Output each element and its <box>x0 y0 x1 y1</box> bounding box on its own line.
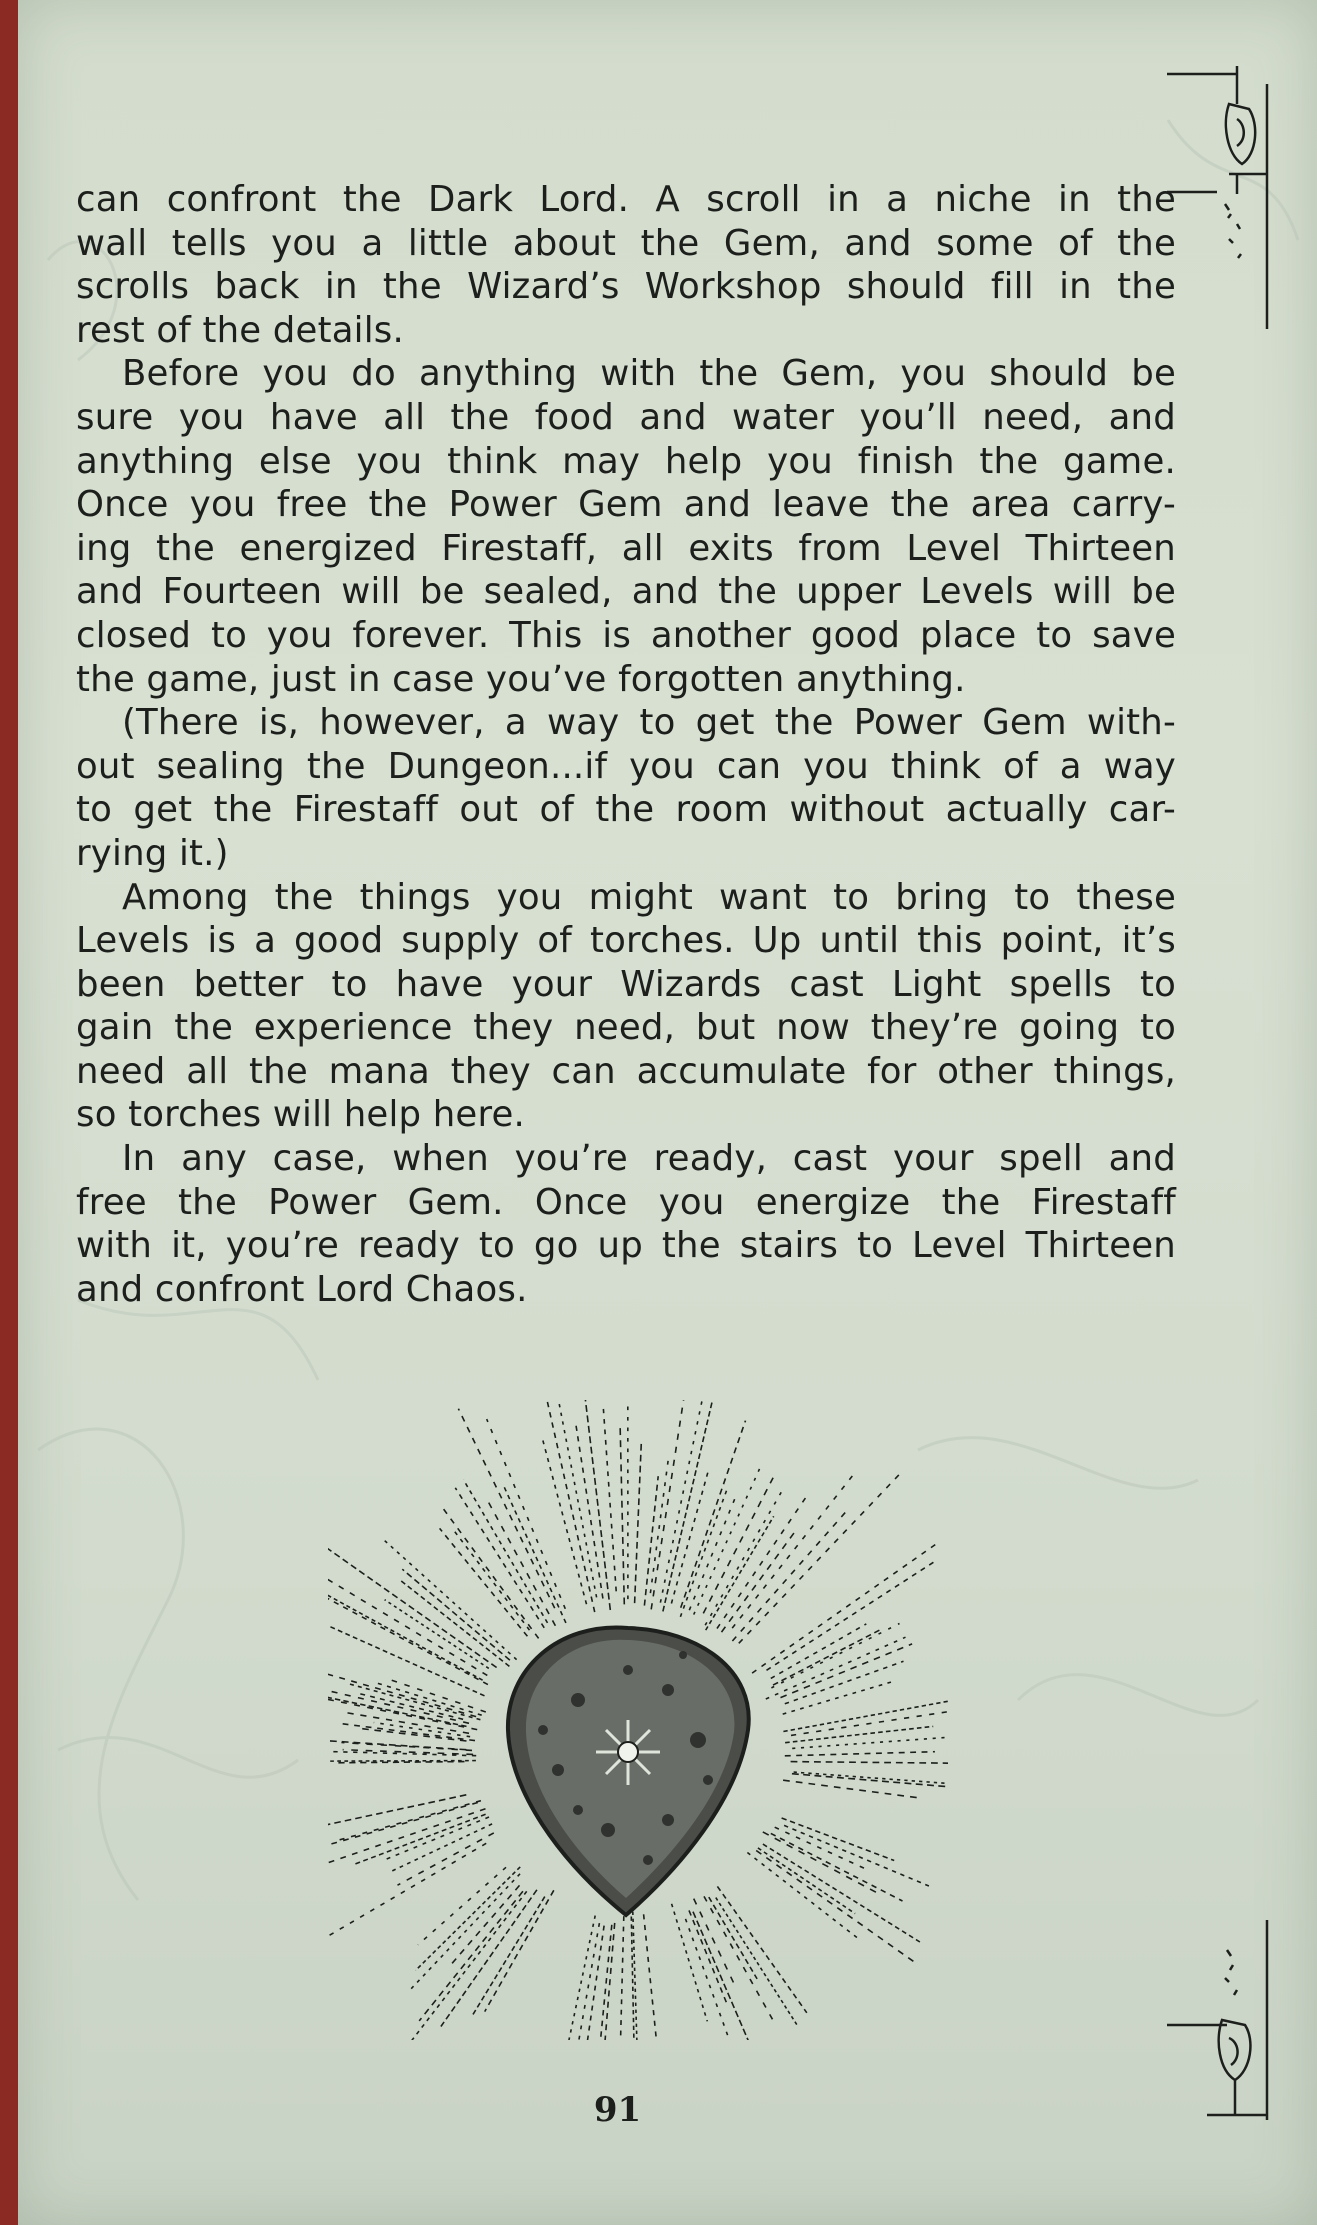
gem-ray <box>663 1400 719 1611</box>
gem-ray <box>416 1867 521 1971</box>
gem-ray <box>328 1738 466 1750</box>
gem-ray <box>782 1818 895 1861</box>
gem-ray <box>704 1896 774 2022</box>
gem-ray <box>343 1750 473 1755</box>
paragraph-3 <box>76 701 1176 875</box>
gem-ray <box>785 1726 933 1742</box>
gem-ray <box>732 1473 854 1628</box>
gem-ray <box>328 1547 497 1667</box>
text-line: can confront the Dark Lord. A scroll in a niche in the <box>76 179 1176 220</box>
gem-ray <box>752 1543 938 1673</box>
gem-ray <box>693 1912 756 2040</box>
page-number: 91 <box>593 2090 642 2130</box>
gem-ray <box>485 1890 554 2011</box>
gem-ray <box>775 1827 869 1870</box>
gem-ray <box>703 1478 773 1614</box>
gem-ray <box>602 1923 615 2040</box>
gem-ray <box>328 1583 488 1684</box>
gem-ray <box>620 1425 624 1604</box>
gem-ray <box>763 1844 920 1942</box>
gem-ray <box>635 1440 642 1603</box>
text-line: Once you free the Power Gem and leave the area carry- <box>76 484 1176 526</box>
gem-ray <box>771 1624 899 1688</box>
gem-ray <box>739 1470 903 1643</box>
gem-ray <box>771 1624 867 1679</box>
gem-ray <box>644 1914 662 2040</box>
text-line: free the Power Gem. Once you energize the Firestaff <box>76 1181 1176 1223</box>
text-line: In any case, when you’re ready, cast your spell and <box>122 1138 1176 1180</box>
power-gem-icon <box>328 1400 948 2040</box>
gem-ray <box>418 1867 506 1945</box>
text-line: gain the experience they need, but now they’re going to <box>76 1007 1176 1049</box>
text-line: wall tells you a little about the Gem, and some of the <box>76 222 1176 264</box>
gem-ray <box>767 1560 937 1670</box>
gem-ray <box>419 1891 523 2021</box>
text-line: (There is, however, a way to get the Power Gem with- <box>122 702 1176 744</box>
text-line: rest of the details. <box>76 309 404 351</box>
gem-ray <box>328 1761 476 1762</box>
gem-ray <box>791 1762 948 1764</box>
gem-ray <box>328 1843 486 1940</box>
text-line: Among the things you might want to bring to these <box>122 876 1176 918</box>
gem-ray <box>409 1891 527 2040</box>
gem-ray <box>487 1499 555 1625</box>
gem-ray <box>791 1708 948 1735</box>
text-line: and confront Lord Chaos. <box>76 1268 528 1310</box>
paragraph-5 <box>76 1137 1176 1311</box>
gem-ray <box>747 1853 858 1939</box>
text-line: sure you have all the food and water you’ll need, and <box>76 396 1176 438</box>
gem-ray <box>717 1886 806 2012</box>
gem-ray <box>785 1752 935 1756</box>
gem-ray <box>473 1897 545 2016</box>
gem-ray <box>650 1459 668 1594</box>
gem-ray <box>586 1926 604 2040</box>
text-line: so torches will help here. <box>76 1094 526 1136</box>
gem-ray <box>353 1814 485 1864</box>
text-line: and Fourteen will be sealed, and the upper Levels will be <box>76 571 1176 613</box>
gem-ray <box>328 1576 483 1680</box>
text-line: Levels is a good supply of torches. Up until this point, it’s <box>76 920 1176 962</box>
text-line: the game, just in case you’ve forgotten anything. <box>76 658 966 700</box>
gem-ray <box>671 1469 708 1603</box>
gem-ray <box>328 1689 469 1724</box>
book-page <box>18 0 1317 2225</box>
gem-ray <box>328 1795 466 1845</box>
gem-ray <box>783 1780 922 1798</box>
gem-ray <box>441 1890 537 2027</box>
paragraph-2 <box>76 352 1176 701</box>
text-line: with it, you’re ready to go up the stairs to Level Thirteen <box>76 1225 1176 1267</box>
text-line: Before you do anything with the Gem, you should be <box>122 353 1176 395</box>
gem-ray <box>618 1916 624 2040</box>
text-line: scrolls back in the Wizard’s Workshop should fill in the <box>76 266 1176 308</box>
gem-ray <box>771 1833 903 1901</box>
gem-ray <box>551 1916 596 2040</box>
gem-ray <box>792 1732 948 1749</box>
gem-ray <box>342 1712 469 1733</box>
gem-ray <box>792 1774 948 1791</box>
gem-ray <box>458 1409 554 1609</box>
gem-ray <box>504 1486 566 1623</box>
gem-body <box>508 1627 749 1915</box>
text-line: need all the mana they can accumulate for other things, <box>76 1050 1176 1092</box>
gem-ray <box>487 1419 566 1609</box>
gem-ray <box>773 1629 882 1685</box>
gem-ray <box>455 1488 544 1628</box>
text-line: been better to have your Wizards cast Light spells to <box>76 963 1176 1005</box>
corner-ornament-top-icon <box>1167 64 1277 334</box>
text-line: to get the Firestaff out of the room without actually car- <box>76 789 1176 831</box>
gem-ray <box>705 1490 782 1625</box>
text-line: out sealing the Dungeon...if you can you think of a way <box>76 745 1176 787</box>
gem-ray <box>453 1530 529 1630</box>
gem-ray <box>706 1516 774 1630</box>
gem-ray <box>783 1682 893 1714</box>
gem-ray <box>672 1904 708 2022</box>
text-line: anything else you think may help you finish the game. <box>76 440 1176 482</box>
gem-ray <box>644 1476 658 1605</box>
text-line: rying it.) <box>76 832 229 874</box>
text-line: ing the energized Firestaff, all exits from Level Thirteen <box>76 527 1176 569</box>
gem-ray <box>440 1528 528 1636</box>
gem-ray <box>391 1680 486 1712</box>
gem-ray <box>349 1684 480 1720</box>
gem-ray <box>732 1511 847 1642</box>
paragraph-4 <box>76 876 1176 1138</box>
body-text <box>76 178 1176 1311</box>
gem-ray <box>716 1898 797 2026</box>
gem-ray <box>689 1910 727 2004</box>
gem-ray <box>794 1772 948 1785</box>
gem-ray <box>651 1400 689 1609</box>
gem-ray <box>328 1666 476 1717</box>
gem-ray <box>342 1724 475 1741</box>
gem-ray <box>543 1441 587 1605</box>
paragraph-1 <box>76 178 1176 352</box>
gem-ray <box>463 1480 547 1623</box>
text-line: closed to you forever. This is another good place to save <box>76 614 1176 656</box>
gem-ray <box>398 1833 494 1885</box>
gem-ray <box>783 1697 948 1731</box>
